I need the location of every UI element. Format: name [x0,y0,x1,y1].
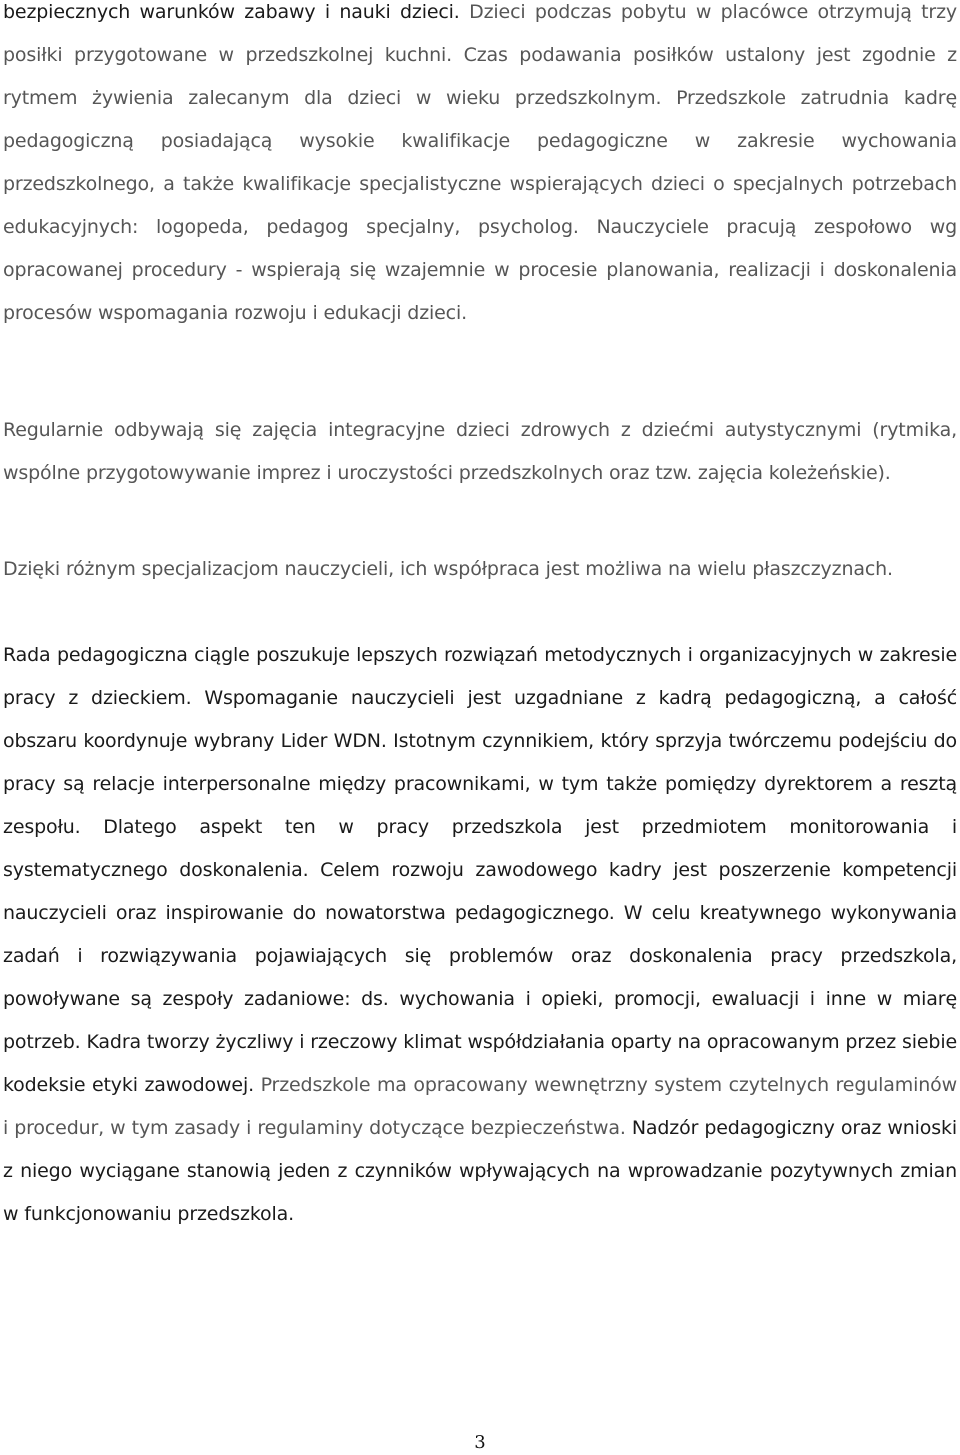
text-staff: Przedszkole zatrudnia kadrę pedagogiczną posiadającą wysokie kwalifikacje pedagogiczne w zakresie wychowania przedszkolnego, a także kwalifikacje specjalistyczne wspierających dzieci o specjalnych potrzebach edukacyjnych: logopeda, pedagog specjalny, psycholog. [3,87,958,238]
text-intro: bezpiecznych warunków zabawy i nauki dzieci. [3,1,460,23]
text-teamwork: Nauczyciele pracują zespołowo wg opracowanej procedury - wspierają się wzajemnie w procesie planowania, realizacji i doskonalenia procesów wspomagania rozwoju i edukacji dzieci. [3,216,957,324]
text-meals: Dzieci podczas pobytu w placówce otrzymują trzy posiłki przygotowane w przedszkolnej kuchni. Czas podawania posiłków ustalony jest zgodnie z rytmem żywienia zalecanym dla dzieci w wieku przedszkolnym. [3,1,958,109]
paragraph-specializations [3,548,957,591]
text-relations: Istotnym czynnikiem, który sprzyja twórczemu podejściu do pracy są relacje interpersonalne między pracownikami, w tym także pomiędzy dyrektorem a resztą zespołu. Dlatego aspekt ten w pracy przedszkola jest przedmiotem monitorowania i systematycznego doskonalenia. Celem rozwoju zawodowego kadry jest poszerzenie kompetencji nauczycieli oraz inspirowanie do nowatorstwa pedagogicznego. W celu kreatywnego wykonywania zadań i rozwiązywania pojawiających się problemów oraz doskonalenia pracy przedszkola, powoływane są zespoły zadaniowe: ds. wychowania i opieki, promocji, ewaluacji i inne w miarę potrzeb. [3,730,957,1053]
text-ethics: Kadra tworzy życzliwy i rzeczowy klimat współdziałania oparty na opracowanym przez siebie kodeksie etyki zawodowej. [3,1031,958,1096]
paragraph-council [3,634,957,1236]
text-support: Wspomaganie nauczycieli jest uzgadniane z kadrą pedagogiczną, a całość obszaru koordynuje wybrany Lider WDN. [3,687,958,752]
paragraph-intro-staff [3,0,957,335]
text-regulations: Przedszkole ma opracowany wewnętrzny system czytelnych regulaminów i procedur, w tym zasady i regulaminy dotyczące bezpieczeństwa. [3,1074,958,1139]
paragraph-integration [3,409,957,495]
text-supervision: Nadzór pedagogiczny oraz wnioski z niego wyciągane stanowią jeden z czynników wpływających na wprowadzanie pozytywnych zmian w funkcjonowaniu przedszkola. [3,1117,958,1225]
page-number: 3 [474,1432,486,1453]
text-council: Rada pedagogiczna ciągle poszukuje lepszych rozwiązań metodycznych i organizacyjnych w zakresie pracy z dzieckiem. [3,644,957,709]
text-specializations: Dzięki różnym specjalizacjom nauczycieli, ich współpraca jest możliwa na wielu płaszczyznach. [3,558,893,580]
text-integration: Regularnie odbywają się zajęcia integracyjne dzieci zdrowych z dziećmi autystycznymi (rytmika, wspólne przygotowywanie imprez i uroczystości przedszkolnych oraz tzw. zajęcia koleżeńskie). [3,419,957,484]
